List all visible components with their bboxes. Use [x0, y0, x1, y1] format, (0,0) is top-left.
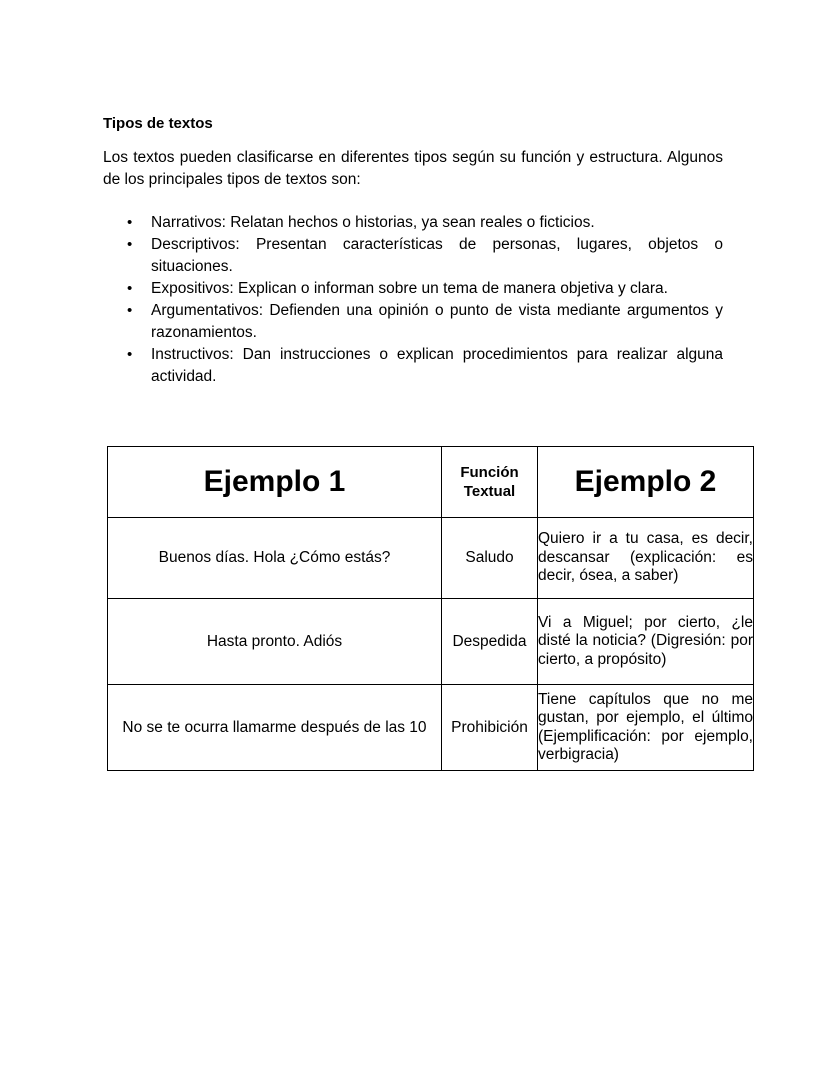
list-item-text: Expositivos: Explican o informan sobre un tema de manera objetiva y clara.: [151, 280, 668, 297]
bullet-icon: •: [127, 280, 133, 297]
table-row: [108, 685, 754, 771]
list-item-text: Instructivos: Dan instrucciones o explican procedimientos para realizar alguna actividad.: [151, 346, 723, 385]
list-item: [103, 278, 723, 300]
cell-funcion: Saludo: [442, 518, 538, 599]
list-item-text: Argumentativos: Defienden una opinión o punto de vista mediante argumentos y razonamientos.: [151, 302, 723, 341]
list-item: [103, 212, 723, 234]
table-row: [108, 599, 754, 685]
header-ejemplo-1: Ejemplo 1: [108, 447, 442, 518]
cell-ejemplo-1: Buenos días. Hola ¿Cómo estás?: [108, 518, 442, 599]
list-item: [103, 234, 723, 278]
header-ejemplo-2: Ejemplo 2: [538, 447, 754, 518]
bullet-icon: •: [127, 346, 133, 363]
list-item-text: Narrativos: Relatan hechos o historias, ya sean reales o ficticios.: [151, 214, 595, 231]
list-item: [103, 344, 723, 388]
cell-ejemplo-1: No se te ocurra llamarme después de las 10: [108, 685, 442, 771]
section-heading: Tipos de textos: [103, 115, 213, 132]
cell-ejemplo-2: Quiero ir a tu casa, es decir, descansar (explicación: es decir, ósea, a saber): [538, 518, 754, 599]
table-header-row: [108, 447, 754, 518]
bullet-icon: •: [127, 236, 133, 253]
cell-ejemplo-1: Hasta pronto. Adiós: [108, 599, 442, 685]
list-item: [103, 300, 723, 344]
cell-funcion: Prohibición: [442, 685, 538, 771]
list-item-text: Descriptivos: Presentan características de personas, lugares, objetos o situaciones.: [151, 236, 723, 275]
header-funcion-textual: Función Textual: [442, 447, 538, 518]
cell-ejemplo-2: Vi a Miguel; por cierto, ¿le disté la noticia? (Digresión: por cierto, a propósito): [538, 599, 754, 685]
intro-paragraph: Los textos pueden clasificarse en diferentes tipos según su función y estructura. Algunos de los principales tipos de textos son:: [103, 149, 723, 188]
cell-funcion: Despedida: [442, 599, 538, 685]
examples-table: [107, 446, 754, 771]
text-types-list: [103, 212, 723, 388]
bullet-icon: •: [127, 214, 133, 231]
table-row: [108, 518, 754, 599]
cell-ejemplo-2: Tiene capítulos que no me gustan, por ejemplo, el último (Ejemplificación: por ejemplo, verbigracia): [538, 685, 754, 771]
bullet-icon: •: [127, 302, 133, 319]
